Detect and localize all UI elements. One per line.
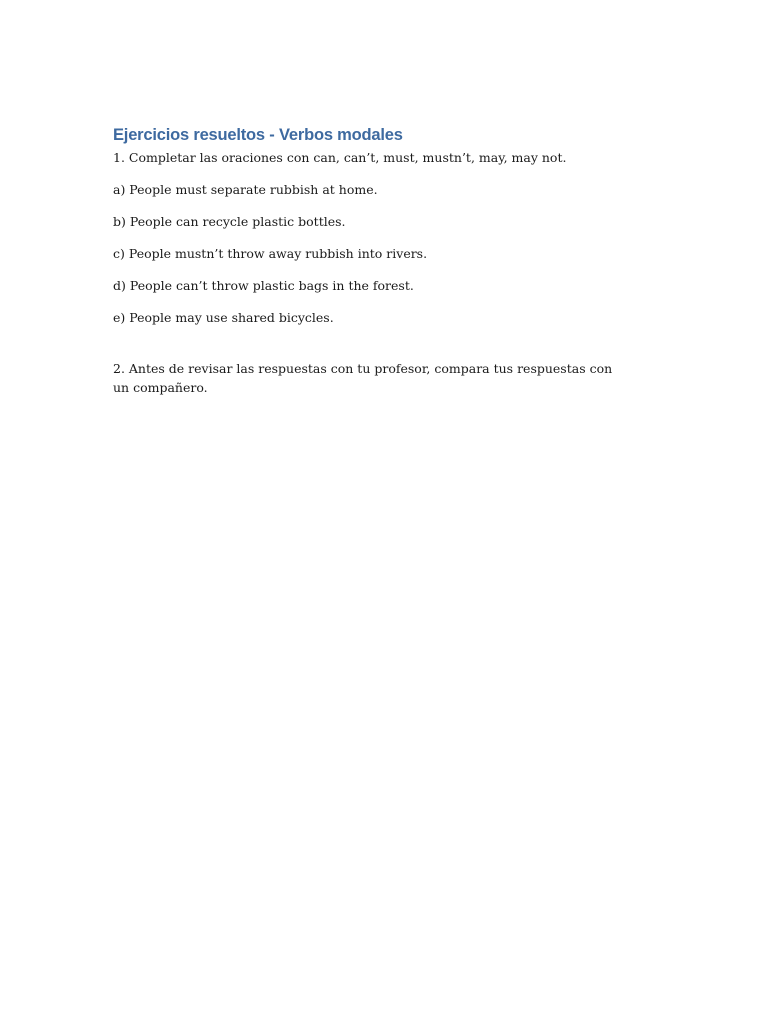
answer-item-d: d) People can’t throw plastic bags in the forest. [113, 278, 414, 293]
answer-item-e: e) People may use shared bicycles. [113, 310, 334, 325]
exercise-2-instruction: 2. Antes de revisar las respuestas con tu profesor, compara tus respuestas con un compañero. [113, 361, 613, 395]
answer-item-b: b) People can recycle plastic bottles. [113, 214, 346, 229]
document-body [113, 125, 613, 397]
answer-item-a: a) People must separate rubbish at home. [113, 182, 378, 197]
document-title: Ejercicios resueltos - Verbos modales [113, 126, 403, 144]
answer-item-c: c) People mustn’t throw away rubbish into rivers. [113, 246, 428, 261]
exercise-1-answer-list [113, 180, 613, 327]
exercise-1-instruction: 1. Completar las oraciones con can, can’t, must, mustn’t, may, may not. [113, 150, 567, 165]
